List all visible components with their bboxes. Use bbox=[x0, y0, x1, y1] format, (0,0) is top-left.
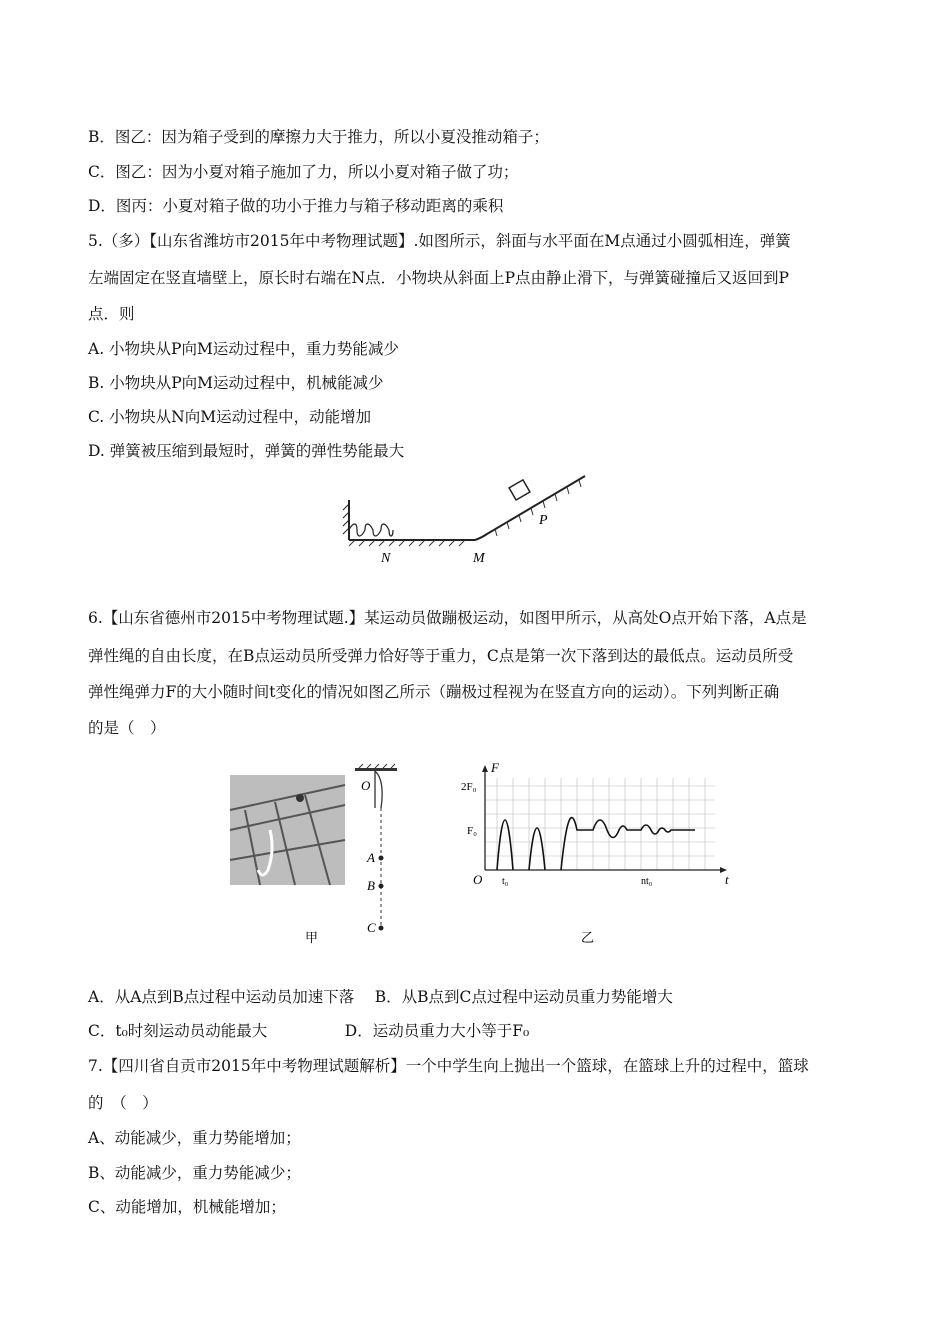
q7-stem-line1: 7.【四川省自贡市2015年中考物理试题解析】一个中学生向上抛出一个篮球，在篮球上升的过程中，篮球 bbox=[88, 1057, 809, 1075]
q6-stem-line4: 的是（ ） bbox=[88, 719, 166, 737]
caption-jia: 甲 bbox=[305, 930, 319, 945]
q5-stem-line1: 5.（多）【山东省潍坊市2015年中考物理试题】.如图所示，斜面与水平面在M点通过小圆弧相连，弹簧 bbox=[88, 232, 791, 250]
q6-stem-line2: 弹性绳的自由长度，在B点运动员所受弹力恰好等于重力，C点是第一次下落到达的最低点。运动员所受 bbox=[88, 647, 794, 665]
bungee-jumper bbox=[296, 794, 304, 802]
y-tick-2f0: 2F₀ bbox=[461, 781, 477, 793]
q5-option-d: D. 弹簧被压缩到最短时，弹簧的弹性势能最大 bbox=[88, 442, 405, 460]
bungee-cord bbox=[375, 771, 382, 808]
q7-option-a: A、动能减少，重力势能增加； bbox=[88, 1129, 301, 1147]
q5-option-c: C. 小物块从N向M运动过程中，动能增加 bbox=[88, 408, 372, 426]
q5-spring bbox=[349, 524, 393, 536]
force-curve bbox=[497, 818, 695, 870]
q5-label-p: P bbox=[539, 513, 548, 528]
q7-option-b: B、动能减少，重力势能减少； bbox=[88, 1164, 301, 1182]
q5-label-m: M bbox=[473, 551, 485, 566]
x-tick-nt0: nt₀ bbox=[641, 876, 653, 887]
label-a: A bbox=[367, 850, 375, 865]
q7-option-c: C、动能增加，机械能增加； bbox=[88, 1198, 286, 1216]
y-tick-f0: F₀ bbox=[467, 825, 477, 837]
q5-option-a: A. 小物块从P向M运动过程中，重力势能减少 bbox=[88, 340, 399, 358]
q6-options-ab: A．从A点到B点过程中运动员加速下落 B．从B点到C点过程中运动员重力势能增大 bbox=[88, 988, 673, 1006]
label-o: O bbox=[361, 778, 371, 793]
graph-grid bbox=[485, 778, 715, 870]
force-time-graph bbox=[461, 760, 729, 887]
q5-stem-line2: 左端固定在竖直墙壁上，原长时右端在N点．小物块从斜面上P点由静止滑下，与弹簧碰撞后又返回到P bbox=[88, 269, 789, 287]
ceiling-hatch bbox=[359, 764, 395, 768]
label-b: B bbox=[367, 878, 375, 893]
q4-option-d: D．图丙：小夏对箱子做的功小于推力与箱子移动距离的乘积 bbox=[88, 197, 504, 215]
point-b bbox=[379, 884, 384, 889]
point-a bbox=[379, 856, 384, 861]
q5-incline-hatch bbox=[495, 480, 581, 536]
q4-option-b: B．图乙：因为箱子受到的摩擦力大于推力，所以小夏没推动箱子； bbox=[88, 128, 549, 146]
f-axis-arrow bbox=[482, 765, 488, 772]
caption-yi: 乙 bbox=[581, 930, 595, 945]
f-axis-label: F bbox=[491, 760, 499, 775]
q6-stem-line3: 弹性绳弹力F的大小随时间t变化的情况如图乙所示（蹦极过程视为在竖直方向的运动）。下列判断正确 bbox=[88, 683, 780, 701]
bungee-photo bbox=[230, 775, 345, 885]
point-c bbox=[379, 926, 384, 931]
q5-block bbox=[509, 480, 530, 500]
q7-stem-line2: 的 （ ） bbox=[88, 1094, 158, 1112]
label-c: C bbox=[367, 920, 376, 935]
q5-incline bbox=[475, 476, 585, 540]
q5-label-n: N bbox=[381, 551, 391, 566]
q5-figure bbox=[335, 470, 595, 570]
ceiling bbox=[355, 768, 397, 771]
q6-stem-line1: 6.【山东省德州市2015中考物理试题.】某运动员做蹦极运动，如图甲所示，从高处O点开始下落，A点是 bbox=[88, 609, 807, 627]
q6-figure bbox=[215, 750, 735, 950]
x-tick-t0: t₀ bbox=[502, 876, 509, 887]
q6-options-cd: C．t₀时刻运动员动能最大 D．运动员重力大小等于F₀ bbox=[88, 1022, 530, 1040]
t-axis-label: t bbox=[725, 872, 729, 887]
origin-label: O bbox=[473, 872, 483, 887]
q5-stem-line3: 点．则 bbox=[88, 305, 135, 323]
q4-option-c: C．图乙：因为小夏对箱子施加了力，所以小夏对箱子做了功； bbox=[88, 163, 519, 181]
q5-option-b: B. 小物块从P向M运动过程中，机械能减少 bbox=[88, 374, 384, 392]
